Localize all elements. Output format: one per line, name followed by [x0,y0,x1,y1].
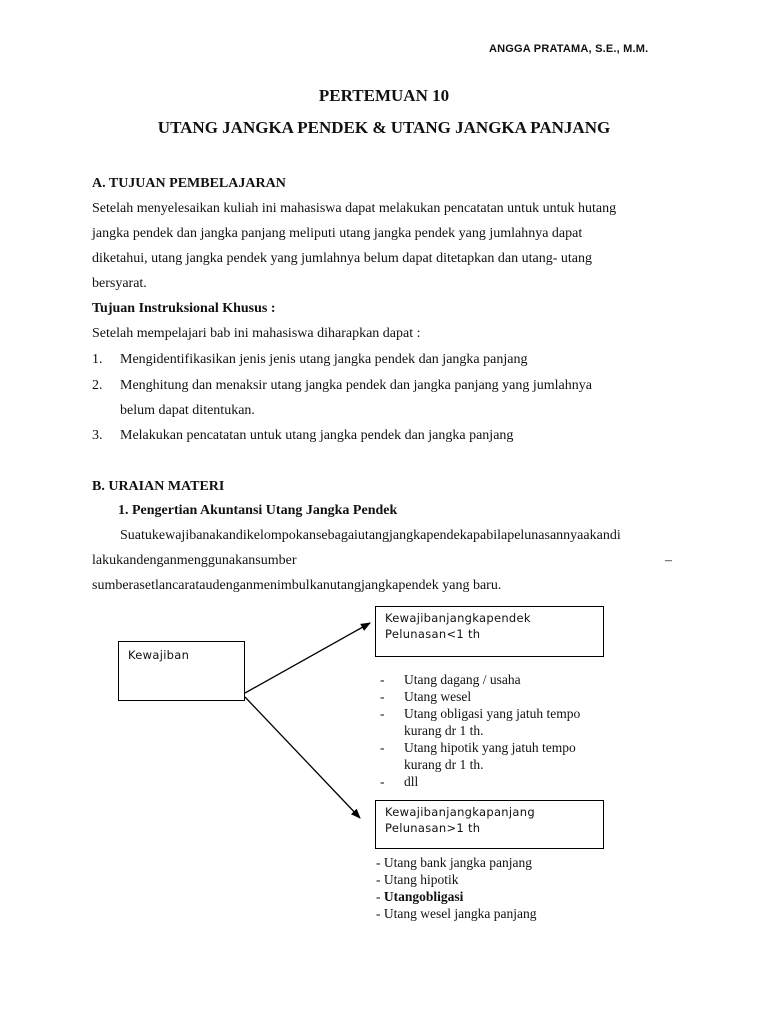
section-a-heading: A. TUJUAN PEMBELAJARAN [92,176,286,191]
meeting-title: PERTEMUAN 10 [318,86,450,105]
long-term-label: Kewajibanjangkapanjang [385,805,535,819]
list-item: - Utang wesel jangka panjang [376,906,537,921]
paragraph-line: Suatukewajibanakandikelompokansebagaiutangjangkapendekapabilapelunasannyaakandi [120,528,621,543]
short-term-condition: Pelunasan<1 th [385,627,481,641]
topic-title: UTANG JANGKA PENDEK & UTANG JANGKA PANJANG [157,118,611,137]
item-text: Menghitung dan menaksir utang jangka pendek dan jangka panjang yang jumlahnya [120,378,592,393]
list-item: - Utang obligasi yang jatuh tempo [380,706,581,721]
long-term-condition: Pelunasan>1 th [385,821,481,835]
item-number: 3. [92,428,103,443]
short-term-label: Kewajibanjangkapendek [385,611,531,625]
subheading: 1. Pengertian Akuntansi Utang Jangka Pendek [118,503,398,518]
list-item: - Utang hipotik yang jatuh tempo [380,740,576,755]
arrow-to-long-term [245,697,360,818]
list-item: - Utangobligasi [376,889,464,904]
item-number: 1. [92,352,103,367]
list-item-continuation: kurang dr 1 th. [404,723,484,738]
paragraph-line: bersyarat. [92,276,147,291]
paragraph-line: jangka pendek dan jangka panjang meliputi utang jangka pendek yang jumlahnya dapat [92,226,583,241]
section-b-heading: B. URAIAN MATERI [92,479,225,494]
arrow-to-short-term [245,623,370,693]
long-term-list [376,854,536,922]
item-continuation: belum dapat ditentukan. [120,403,255,418]
long-term-box [375,800,604,849]
item-number: 2. [92,378,103,393]
paragraph-line: diketahui, utang jangka pendek yang jumlahnya belum dapat ditetapkan dan utang- utang [92,251,592,266]
list-item: - Utang dagang / usaha [380,672,521,687]
short-term-list [380,671,580,790]
list-item: - Utang wesel [380,689,472,704]
paragraph-line: Setelah menyelesaikan kuliah ini mahasiswa dapat melakukan pencatatan untuk untuk hutang [92,201,617,216]
list-item-continuation: kurang dr 1 th. [404,757,484,772]
short-term-box [375,606,604,657]
liabilities-box [118,641,245,701]
item-text: Melakukan pencatatan untuk utang jangka pendek dan jangka panjang [120,428,514,443]
item-text: Mengidentifikasikan jenis jenis utang jangka pendek dan jangka panjang [120,352,528,367]
liabilities-label: Kewajiban [128,648,190,662]
author-header: ANGGA PRATAMA, S.E., M.M. [489,43,649,55]
paragraph-line: sumberasetlancarataudenganmenimbulkanutangjangkapendek yang baru. [92,578,502,593]
tik-heading: Tujuan Instruksional Khusus : [92,301,276,316]
list-item: - Utang bank jangka panjang [376,855,532,870]
list-item: - Utang hipotik [376,872,459,887]
list-item: - dll [380,774,419,789]
tik-intro: Setelah mempelajari bab ini mahasiswa diharapkan dapat : [92,326,421,341]
paragraph-line: lakukandenganmenggunakansumber [92,553,297,568]
paragraph-dash: – [665,553,672,568]
